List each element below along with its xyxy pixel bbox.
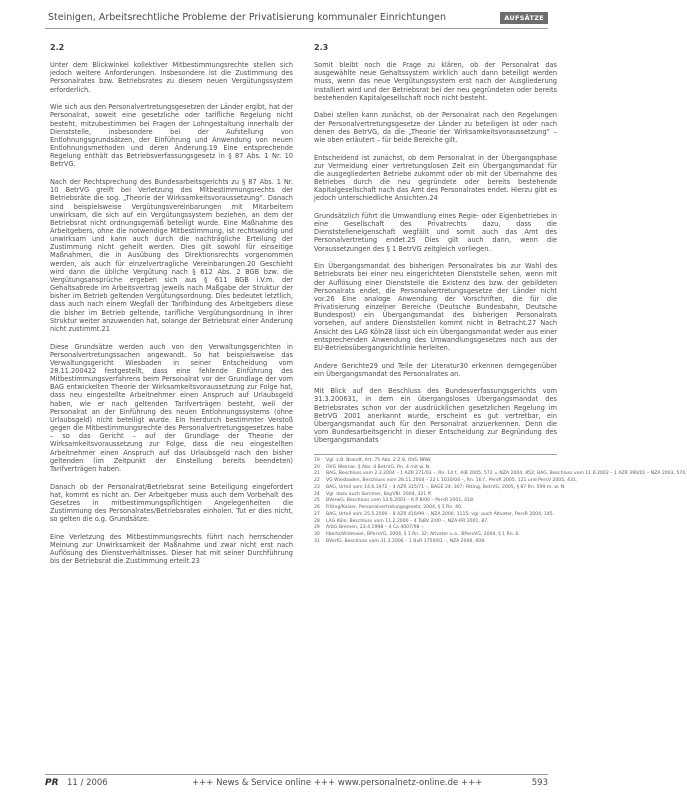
paragraph: Danach ob der Personalrat/Betriebsrat seine Beteiligung eingefordert hat, kommt es nicht an. Der Arbeitgeber muss auch dem Vorbehalt des Gesetzes in mitbestimmungspflichtigen Angelegenheiten die Zustimmung des Personalrates/Betriebsrates einholen. Tut er dies nicht, so gelten die o.g. Grundsätze.	[50, 482, 293, 524]
running-title: Steinigen, Arbeitsrechtliche Probleme der Privatisierung kommunaler Einrichtungen	[48, 12, 447, 23]
footnote	[314, 505, 557, 512]
footnote-number: 25	[314, 498, 320, 504]
paragraph: Grundsätzlich führt die Umwandlung eines Regie- oder Eigenbetriebes in eine Gesellschaft des Privatrechts dazu, dass die Dienststelleneigenschaft wegfällt und somit auch das Amt des Personalvertretung endet.25 Dies gilt auch dann, wenn die Voraussetzungen des § 1 BetrVG zeitgleich vorliegen.	[314, 212, 557, 253]
page-header	[45, 10, 548, 29]
footnote-text: Vgl. dazu auch Sommer, BayVBl. 2004, 321 ff.	[326, 491, 433, 497]
paragraph: Mit Blick auf den Beschluss des Bundesverfassungsgerichts vom 31.3.200631, in dem ein übergangsloses Übergangsmandat des Betriebsrates schon vor der ausdrücklichen gesetzlichen Regelung im BetrVG 2001 anerkannt wurde, erscheint es gut vertretbar, ein Übergangsmandat auch für den Personalrat anzuerkennen. Denn die vom Bundesarbeitsgericht in dieser Entscheidung zur Begründung des Übergangsmandats	[314, 387, 557, 445]
footnote-number: 23	[314, 484, 320, 490]
footnote-number: 20	[314, 464, 320, 470]
page-footer	[45, 774, 548, 791]
paragraph: Entscheidend ist zunächst, ob dem Personalrat in der Übergangsphase zur Vermeidung einer vertretungslosen Zeit ein Übergangsmandat für die ausgegliederten Betriebe zukommt oder ob mit der Übernahme des Betriebes durch die neu gegründete oder bereits bestehende Kapitalgesellschaft nach das Amt des Personalrates endet. Hierzu gibt es jedoch unterschiedliche Ansichten.24	[314, 153, 557, 203]
left-column	[50, 44, 293, 769]
footnote-text: BAG, Urteil vom 25.5.2000 – 8 AZR 416/99 –, NZA 2000, 1115; vgl. auch Altvater, PersR 2004, 145.	[326, 511, 555, 517]
footnote-number: 27	[314, 511, 320, 517]
footnote-text: Ilbertz/Widmaier, BPersVG, 2004, § 1 Rn. 32; Altvater u.a., BPersVG, 2004, § 1 Rn. 6.	[326, 532, 520, 538]
paragraph: Andere Gerichte29 und Teile der Literatur30 erkennen demgegenüber ein Übergangsmandat des Personalrates an.	[314, 361, 557, 378]
footnote-text: ArbG Bremen, 23.4.1998 – 4 Ca 4007/98 –.	[326, 525, 425, 531]
section-badge: AUFSÄTZE	[500, 12, 548, 24]
footnote-text: BAG, Urteil vom 14.6.1972 – 4 AZR 315/71 –, BAGE 24, 307; Fitting, BetrVG, 2005, § 87 Rn. 599 m. w. N.	[326, 484, 566, 490]
footnote-number: 21	[314, 471, 320, 477]
footnote-number: 31	[314, 538, 320, 544]
footnotes	[314, 454, 687, 546]
footnote-number: 30	[314, 532, 320, 538]
footnote-number: 26	[314, 505, 320, 511]
footnote-text: LAG Köln, Beschluss vom 11.2.2000 – 4 TaBV 2/00 –, NZA-RR 2001, 87.	[326, 518, 489, 524]
footnote	[314, 484, 566, 492]
footnote-number: 24	[314, 491, 320, 497]
page-number: 593	[531, 778, 548, 788]
footnote-number: 29	[314, 525, 320, 531]
paragraph: Nach der Rechtsprechung des Bundesarbeitsgerichts zu § 87 Abs. 1 Nr. 10 BetrVG greift bei Verletzung des Mitbestimmungsrechts der Betriebsräte die sog. „Theorie der Wirksamkeitsvoraussetzung“. Danach sind beispielsweise Vergütungsvereinbarungen mit Mitarbeitern unwirksam, die sich auf ein Vergütungssystem beziehen, an dem der Betriebsrat nicht ordnungsgemäß beteiligt wurde. Eine Maßnahme des Arbeitgebers, ohne die notwendige Mitbestimmung, ist rechtswidrig und unwirksam und kann auch durch die nachträgliche Erteilung der Zustimmung nicht geheilt werden. Dies gilt sowohl für einseitige Maßnahmen, die in Ausübung des Direktionsrechts vorgenommen werden, als auch für einzelvertragliche Vereinbarungen.20 Geschieht wird dann die übliche Vergütung nach § 612 Abs. 2 BGB bzw. die Vergütungsansprüche ergeben sich aus § 611 BGB i.V.m. der Gehaltsabrede im Arbeitsvertrag jeweils nach Maßgabe der Struktur der bisher im Betrieb geltenden Vergütungsordnung. Dies bedeutet letztlich, dass auch nach einem Wegfall der Tarifbindung des Arbeitgebers diese die bisher im Betrieb geltende, tarifliche Vergütungsordnung in ihrer Struktur weiter anzuwenden hat, solange der Betriebsrat einer Änderung nicht zustimmt.21	[50, 178, 293, 333]
paragraph: Diese Grundsätze werden auch von den Verwaltungsgerichten in Personalvertretungssachen angewandt. So hat beispielsweise das Verwaltungsgericht Wiesbaden in seiner Entscheidung vom 28.11.200422 festgestellt, dass eine fehlende Einführung des Mitbestimmungsverfahrens beim Personalrat vor der Grundlage der vom BAG entwickelten Theorie der Wirksamkeitsvoraussetzung zur Folge hat, dass neu eingestellte Arbeitnehmer einen Anspruch auf Urlaubsgeld haben, wie er nach geltenden Tarifverträgen besteht, weil der Personalrat an der Einführung des neuen Entlohnungssystems (ohne Urlaubsgeld) nicht beteiligt wurde. Ein hierdurch bestimmter Verstoß gegen die Mitbestimmungsrechte des Personalvertretungsgesetzes habe – so das Gericht – auf der Grundlage der Theorie der Wirksamkeitsvoraussetzung zur Folge, dass die neu eingestellten Arbeitnehmer einen Anspruch auf das Urlaubsgeld nach den bisher geltenden (im Zeitpunkt der Einstellung bereits beendeten) Tarifverträgen haben.	[50, 342, 293, 473]
footnote-text: Fitting/Kaiser, Personalvertretungsgesetz, 2004, § 1 Rn. 40.	[326, 505, 463, 511]
footnote	[314, 458, 557, 465]
right-column	[314, 43, 687, 769]
paragraph: Eine Verletzung des Mitbestimmungsrechts führt nach herrschender Meinung zur Unwirksamkeit der Maßnahme und zwar nicht erst nach Auflösung des Dienstverhältnisses. Dieser hat mit seiner Durchführung bis der Betriebsrat die Zustimmung erteilt.23	[50, 532, 293, 566]
paragraph: Somit bleibt noch die Frage zu klären, ob der Personalrat das ausgewählte neue Gehaltssystem wirklich auch dann beteiligt werden muss, wenn das neue Vergütungssystem erst nach der Ausgliederung installiert wird und der Betriebsrat bei der neu gegründeten oder bereits bestehenden Kapitalgesellschaft noch nicht besteht.	[314, 61, 557, 102]
section-heading: 2.2	[50, 43, 65, 52]
footnote-text: BVerwG, Beschluss vom 13.6.2001 – 6 P 8/00 – PersR 2001, 418.	[326, 498, 475, 504]
footnote-number: 22	[314, 478, 320, 484]
paragraph: Dabei stellen kann zunächst, ob der Personalrat nach den Regelungen der Personalvertretungsgesetze der Länder zu beteiligen ist oder nach denen des BetrVG, da die „Theorie der Wirksamkeitsvoraussetzung“ – wie oben erläutert – für beide Bereiche gilt.	[314, 111, 557, 144]
footnote-text: VG Wiesbaden, Beschluss vom 28.11.2004 – 22 L 1030/04 –, Rn. 16 f., PersR 2005, 121 und PersV 2005, 431.	[326, 478, 578, 484]
footnote-text: BAG, Beschluss vom 2.3.2004 – 1 AZR 271/03 –, Rn. 14 f., AiB 2005, 572 = NZA 2004, 852; BAG, Beschluss vom 11.6.2002 – 1 AZR 390/01 – NZA 2003, 570.	[326, 471, 687, 477]
footnote	[314, 539, 557, 546]
footnote-number: 28	[314, 518, 320, 524]
footnote	[314, 478, 578, 485]
paragraph: Wie sich aus den Personalvertretungsgesetzen der Länder ergibt, hat der Personalrat, soweit eine gesetzliche oder tarifliche Regelung nicht besteht, mitzubestimmen bei Fragen der Lohngestaltung innerhalb der Dienststelle, insbesondere bei der Aufstellung von Entlohnungsgrundsätzen, der Einführung und Anwendung von neuen Entlohnungsmethoden und deren Änderung.19 Eine entsprechende Regelung enthält das Betriebsverfassungsgesetz in § 87 Abs. 1 Nr. 10 BetrVG.	[50, 103, 293, 169]
footnote	[314, 512, 557, 519]
footnote	[314, 532, 557, 539]
footnote-text: BVerfG, Beschluss vom 31.3.2006 – 1 BvR 1750/01 –, NZA 2006, 608.	[326, 538, 486, 544]
footnote-text: OVG Weimar, § Abs. 4 BetrVG, Rn. 4 mit w. N.	[326, 464, 431, 470]
section-heading: 2.3	[314, 43, 329, 52]
footnote-number: 19	[314, 457, 320, 463]
service-link[interactable]: +++ News & Service online +++ www.personalnetz-online.de +++	[192, 778, 483, 788]
magazine-logo: PR	[45, 778, 59, 788]
paragraph: Ein Übergangsmandat des bisherigen Personalrates bis zur Wahl des Betriebsrats bei einer neu eingerichteten Dienststelle sehen, wenn mit der Auflösung einer Dienststelle die Existenz des bzw. der gebildeten Personalrats endet, die Personalvertretungsgesetze der Länder nicht vor.26 Eine analoge Anwendung der Vorschriften, die für die Privatisierung einzelner Bereiche (Deutsche Bundesbahn, Deutsche Bundespost) ein Übergangsmandat des bisherigen Personalrats vorsehen, auf andere Dienststellen kommt nicht in Betracht.27 Nach Ansicht des LAG Köln28 lässt sich ein Übergangsmandat weder aus einer entsprechenden Anwendung des Umwandlungsgesetzes noch aus der EU-Betriebsübergangsrichtlinie herleiten.	[314, 262, 557, 352]
issue-number: 11 / 2006	[67, 778, 108, 788]
paragraph: Unter dem Blickwinkel kollektiver Mitbestimmungsrechte stellen sich jedoch weitere Anforderungen. Insbesondere ist die Zustimmung des Personalrates bzw. Betriebsrates zu diesem neuen Vergütungssystem erforderlich.	[50, 61, 293, 94]
footnote-text: Vgl. z.B. Brandt, Art. 75 Abs. 2 Z 8, OVG NRW.	[326, 457, 432, 463]
